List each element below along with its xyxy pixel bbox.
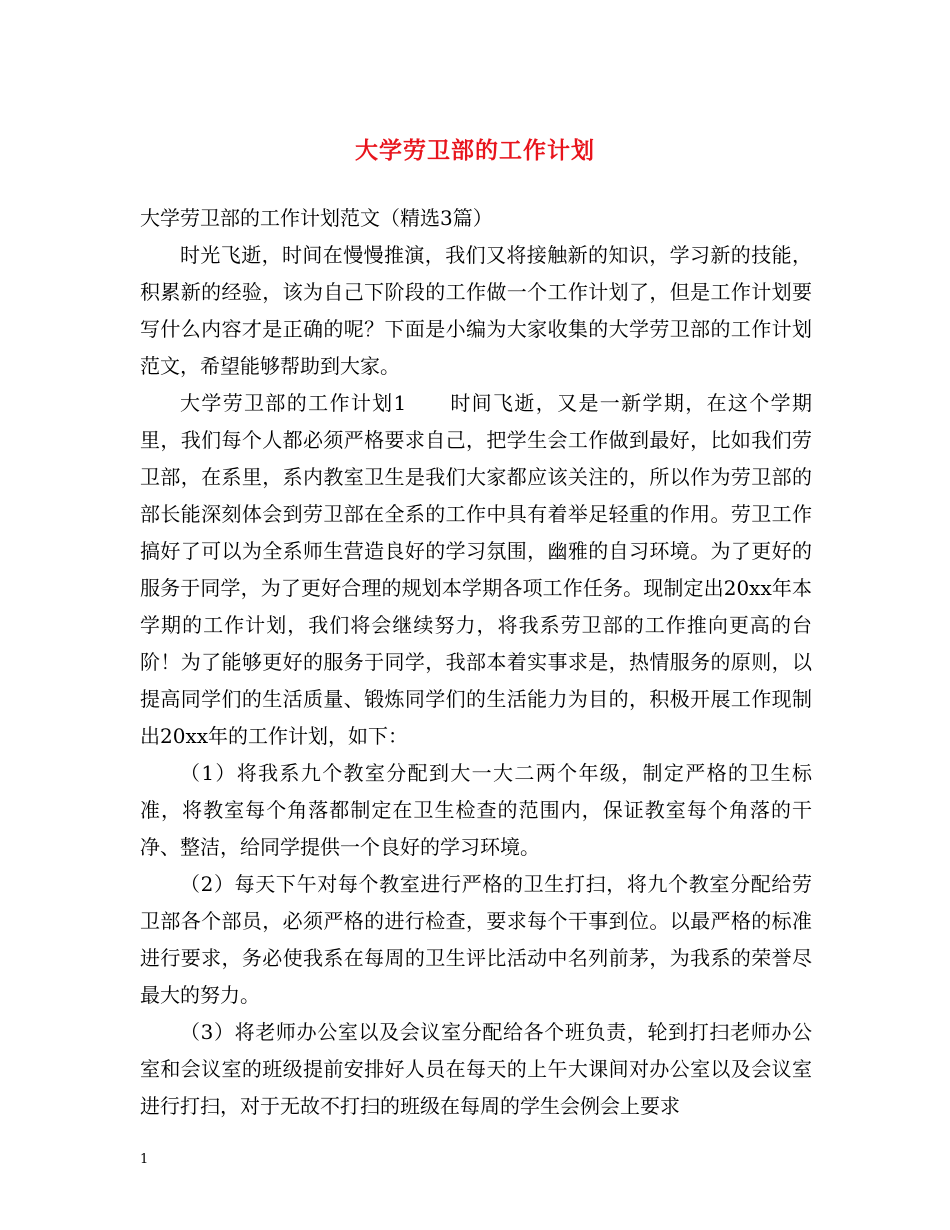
plan-1-paragraph: 大学劳卫部的工作计划1 时间飞逝，又是一新学期，在这个学期里，我们每个人都必须严格要求自己，把学生会工作做到最好，比如我们劳卫部，在系里，系内教室卫生是我们大家都应该关注的，所以作为劳卫部的部长能深刻体会到劳卫部在全系的工作中具有着举足轻重的作用。劳卫工作搞好了可以为全系师生营造良好的学习氛围，幽雅的自习环境。为了更好的服务于同学，为了更好合理的规划本学期各项工作任务。现制定出20xx年本学期的工作计划，我们将会继续努力，将我系劳卫部的工作推向更高的台阶！为了能够更好的服务于同学，我部本着实事求是，热情服务的原则，以提高同学们的生活质量、锻炼同学们的生活能力为目的，积极开展工作现制出20xx年的工作计划，如下： [140, 391, 812, 748]
document-title: 大学劳卫部的工作计划 [355, 137, 595, 164]
document-subtitle: 大学劳卫部的工作计划范文（精选3篇） [140, 206, 493, 230]
item-1-paragraph: （1）将我系九个教室分配到大一大二两个年级，制定严格的卫生标准，将教室每个角落都制定在卫生检查的范围内，保证教室每个角落的干净、整洁，给同学提供一个良好的学习环境。 [140, 761, 812, 859]
page-number: 1 [140, 1152, 149, 1167]
item-3-paragraph: （3）将老师办公室以及会议室分配给各个班负责，轮到打扫老师办公室和会议室的班级提前安排好人员在每天的上午大课间对办公室以及会议室进行打扫，对于无故不打扫的班级在每周的学生会例会上要求 [140, 1020, 812, 1118]
document-body [140, 200, 812, 1125]
item-2-paragraph: （2）每天下午对每个教室进行严格的卫生打扫，将九个教室分配给劳卫部各个部员，必须严格的进行检查，要求每个干事到位。以最严格的标准进行要求，务必使我系在每周的卫生评比活动中名列前茅，为我系的荣誉尽最大的努力。 [140, 872, 812, 1007]
intro-paragraph: 时光飞逝，时间在慢慢推演，我们又将接触新的知识，学习新的技能，积累新的经验，该为自己下阶段的工作做一个工作计划了，但是工作计划要写什么内容才是正确的呢？下面是小编为大家收集的大学劳卫部的工作计划范文，希望能够帮助到大家。 [140, 243, 812, 378]
